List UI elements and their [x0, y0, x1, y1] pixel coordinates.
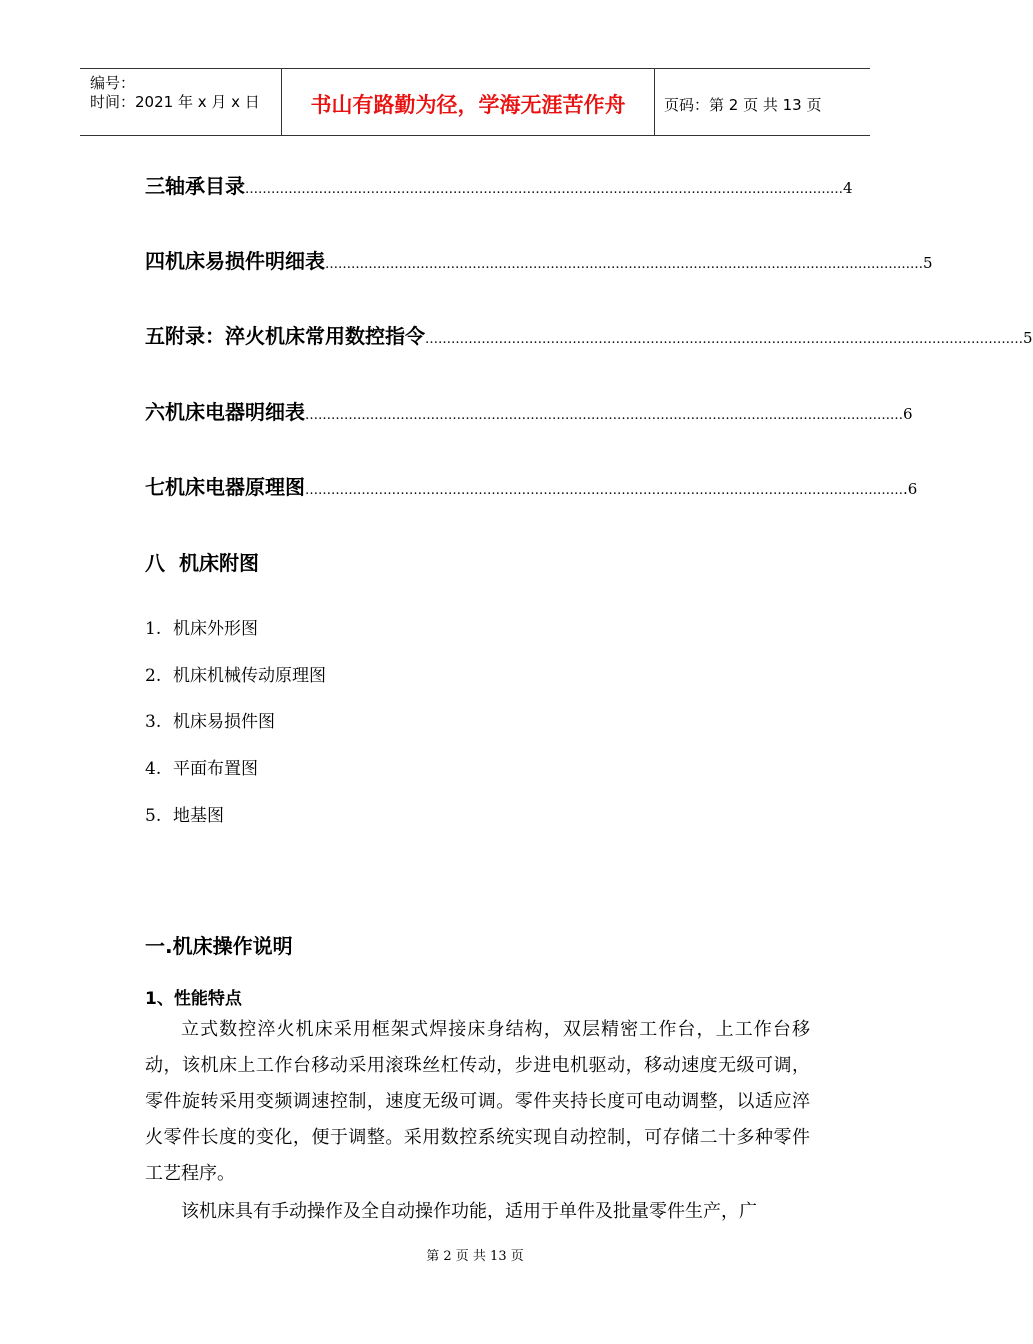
toc-leader-dots: …………………………………………………………………………………………………………………………	[425, 332, 1023, 347]
document-time-label: 时间：2021 年 x 月 x 日	[90, 93, 260, 111]
toc-entry[interactable]	[145, 396, 913, 426]
toc-entry-title: 轴承目录	[165, 174, 245, 198]
toc-entry-number: 三	[145, 174, 165, 198]
list-item	[145, 661, 326, 686]
toc-entry-page: 5	[923, 254, 933, 272]
list-item-number: 2.	[145, 666, 162, 686]
list-item-text: 机床易损件图	[173, 712, 275, 732]
toc-entry-title: 机床电器明细表	[165, 400, 305, 424]
list-item-number: 3.	[145, 712, 162, 732]
header-divider-left	[281, 68, 282, 136]
toc-leader-dots: …………………………………………………………………………………………………………………………	[245, 182, 843, 197]
toc-entry-title: 附录：淬火机床常用数控指令	[165, 324, 425, 348]
list-item-number: 5.	[145, 806, 162, 826]
toc-entry-page: 4	[843, 179, 853, 197]
list-item-text: 机床外形图	[173, 619, 258, 639]
toc-entry-page: .6	[903, 480, 918, 498]
list-item-text: 机床机械传动原理图	[173, 666, 326, 686]
list-item	[145, 801, 224, 826]
toc-entry-title: 机床易损件明细表	[165, 249, 325, 273]
toc-entry-number: 八	[145, 551, 165, 575]
header-bottom-border	[80, 135, 870, 136]
list-item	[145, 707, 275, 732]
toc-entry-number: 七	[145, 475, 165, 499]
body-paragraph: 该机床具有手动操作及全自动操作功能，适用于单件及批量零件生产，广	[181, 1201, 757, 1222]
toc-leader-dots: …………………………………………………………………………………………………………………………	[305, 408, 903, 423]
body-paragraph: 立式数控淬火机床采用框架式焊接床身结构，双层精密工作台，上工作台移动，该机床上工作台移动采用滚珠丝杠传动，步进电机驱动，移动速度无级可调，零件旋转采用变频调速控制，速度无级可调。零件夹持长度可电动调整，以适应淬火零件长度的变化，便于调整。采用数控系统实现自动控制，可存储二十多种零件工艺程序。	[145, 1019, 810, 1184]
toc-entry-number: 六	[145, 400, 165, 424]
document-number-label: 编号：	[90, 74, 136, 92]
header-motto: 书山有路勤为径，学海无涯苦作舟	[310, 93, 626, 117]
toc-entry-number: 五	[145, 324, 165, 348]
header-top-border	[80, 68, 870, 69]
toc-entry-page: 6	[903, 405, 913, 423]
list-item-text: 地基图	[173, 806, 224, 826]
page-footer: 第 2 页 共 13 页	[426, 1249, 524, 1264]
toc-leader-dots: …………………………………………………………………………………………………………………………	[305, 483, 903, 498]
toc-entry[interactable]	[145, 245, 933, 275]
toc-entry-title: 机床电器原理图	[165, 475, 305, 499]
toc-entry[interactable]	[145, 170, 853, 200]
toc-entry[interactable]	[145, 320, 1033, 350]
toc-entry[interactable]	[145, 547, 259, 577]
header-divider-right	[654, 68, 655, 136]
toc-entry-page: 5	[1023, 329, 1033, 347]
list-item-text: 平面布置图	[173, 759, 258, 779]
list-item-number: 4.	[145, 759, 162, 779]
toc-entry-title: 机床附图	[179, 551, 259, 575]
toc-entry-number: 四	[145, 249, 165, 273]
list-item	[145, 614, 258, 639]
subsection-heading: 1、性能特点	[145, 989, 242, 1009]
page-number-label: 页码：第 2 页 共 13 页	[664, 96, 822, 114]
toc-entry[interactable]	[145, 471, 918, 501]
toc-leader-dots: …………………………………………………………………………………………………………………………	[325, 257, 923, 272]
section-heading: 一.机床操作说明	[145, 934, 293, 958]
list-item-number: 1.	[145, 619, 162, 639]
list-item	[145, 754, 258, 779]
